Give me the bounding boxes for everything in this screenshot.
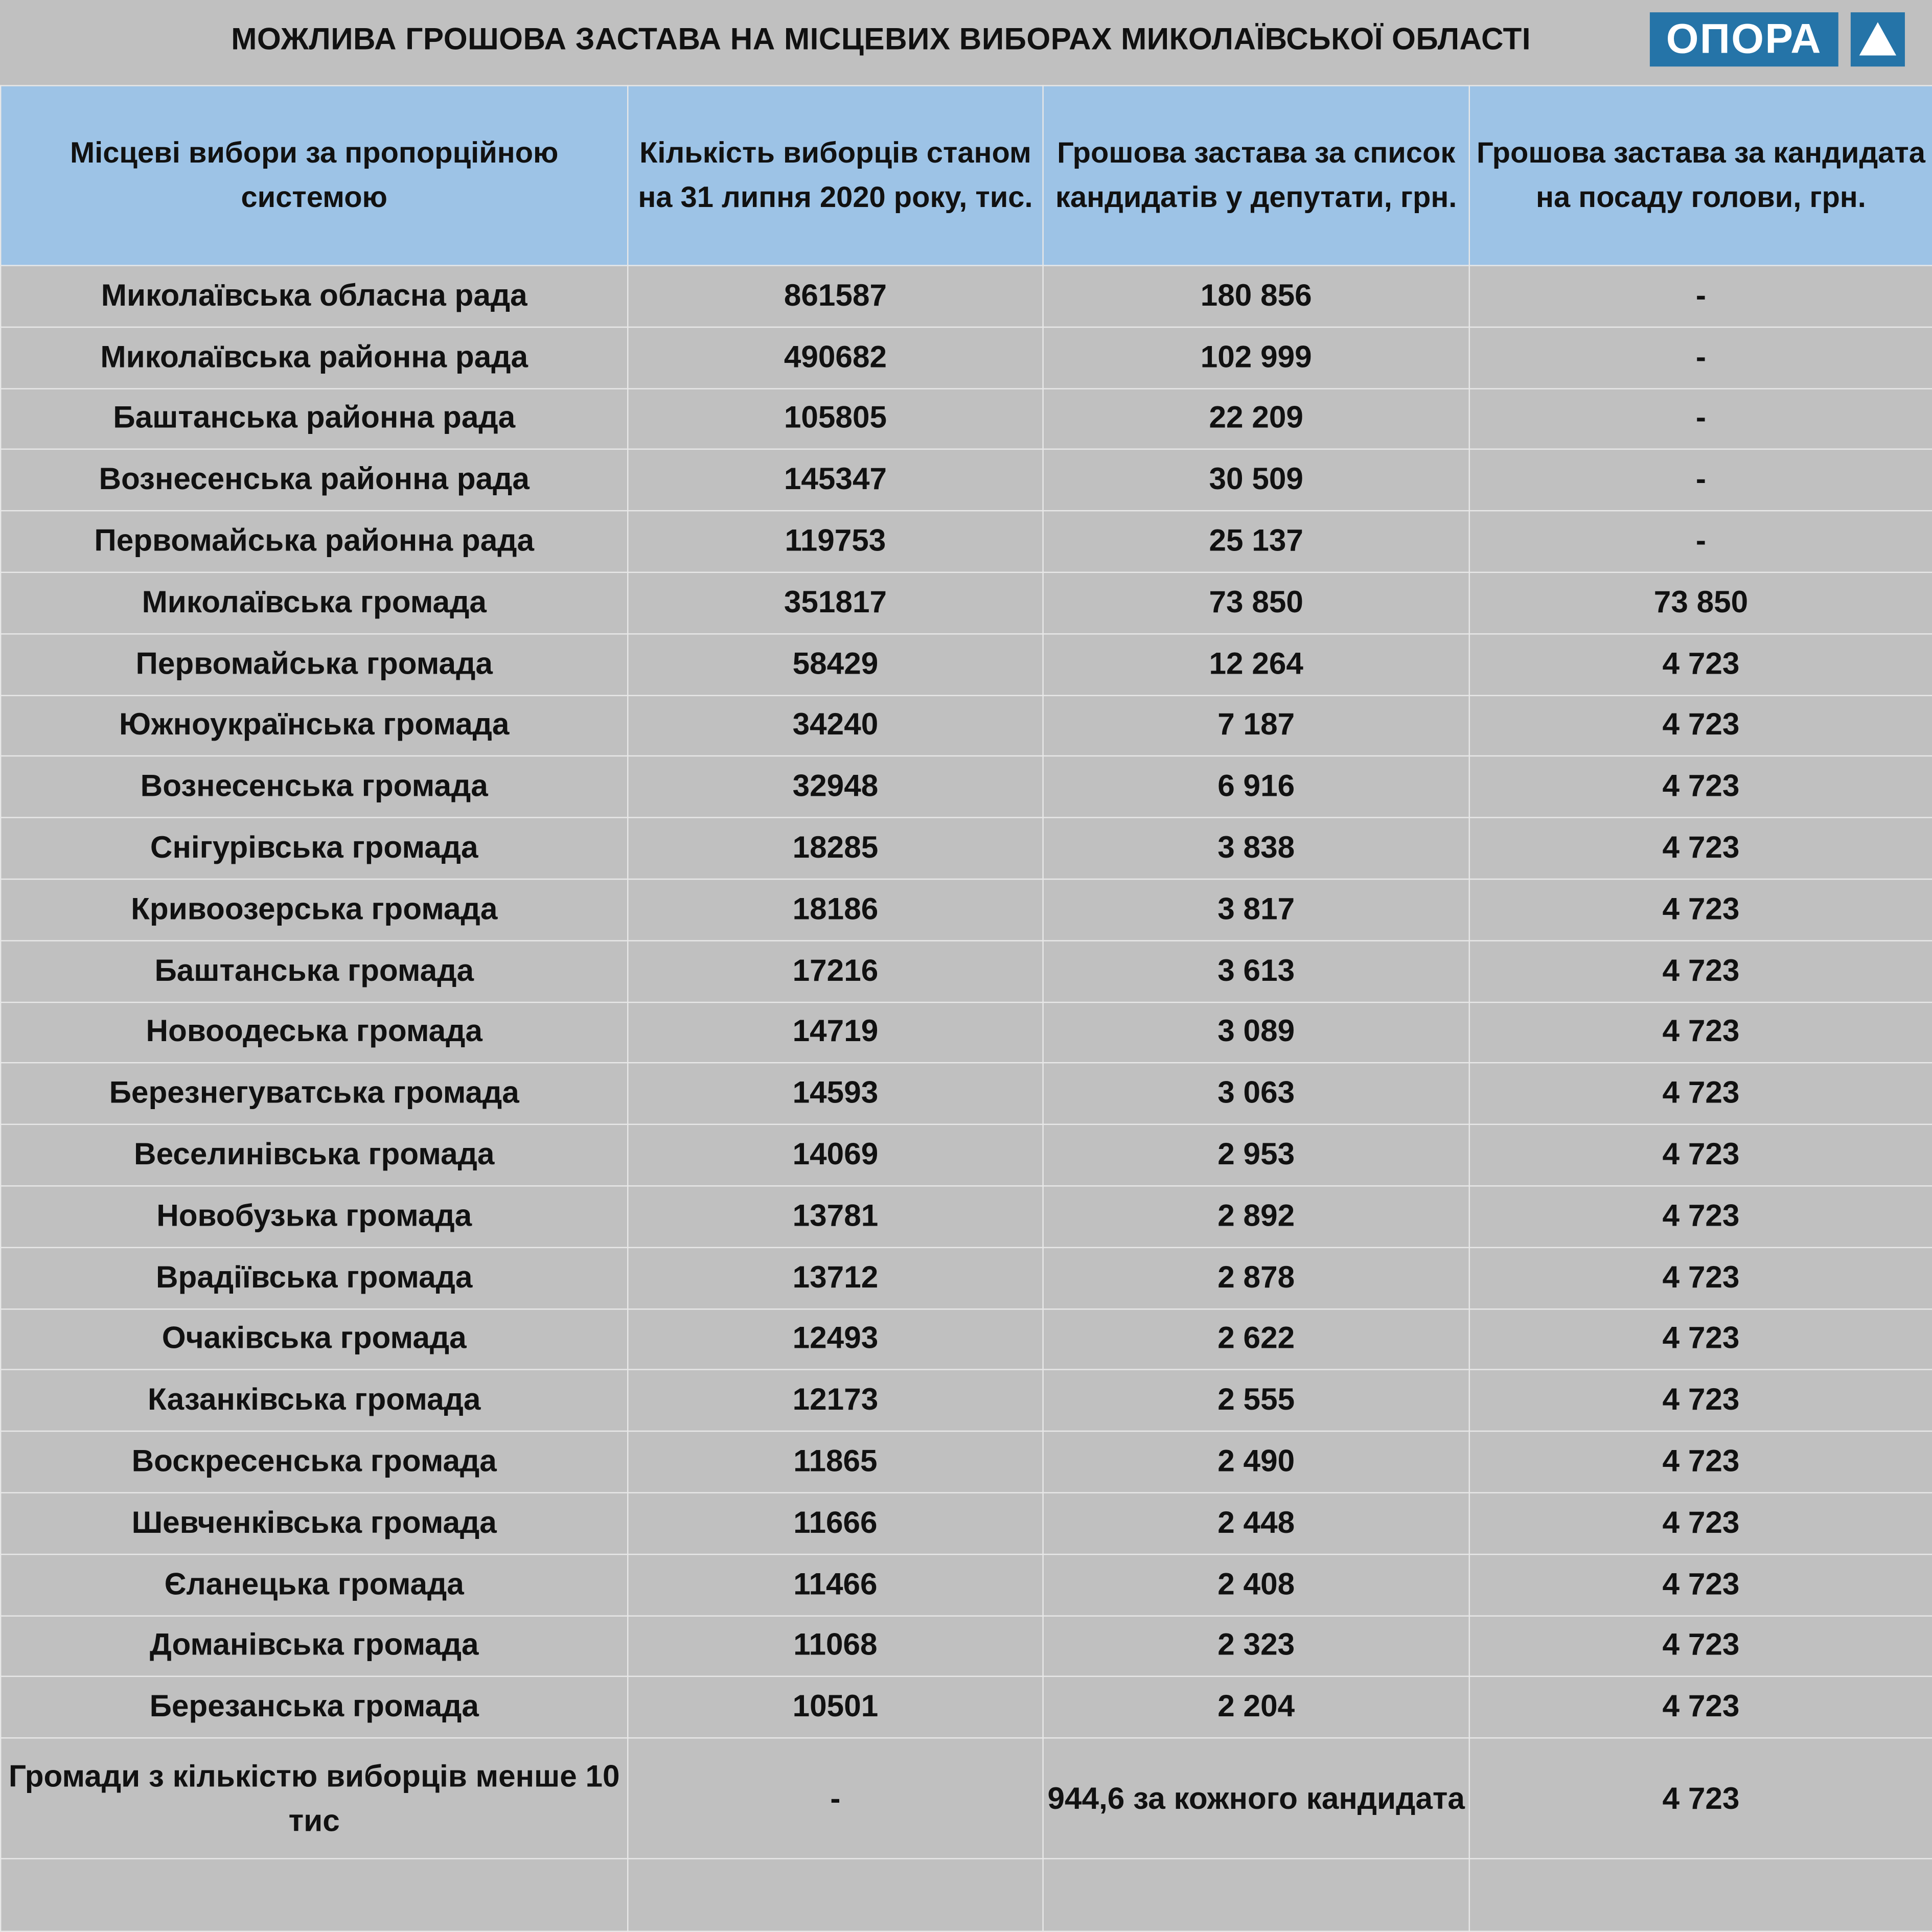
- table-cell: 18285: [628, 818, 1043, 879]
- table-cell: Шевченківська громада: [1, 1492, 628, 1554]
- table-cell: 490682: [628, 327, 1043, 388]
- table-cell: 58429: [628, 634, 1043, 695]
- table-cell: Баштанська районна рада: [1, 388, 628, 450]
- table-cell: 6 916: [1043, 756, 1469, 818]
- table-row: [1, 1738, 1932, 1859]
- table-cell: [628, 1859, 1043, 1931]
- table-cell: 18186: [628, 879, 1043, 940]
- table-cell: 2 323: [1043, 1616, 1469, 1677]
- triangle-logo-icon: [1851, 12, 1905, 66]
- table-cell: 861587: [628, 266, 1043, 327]
- table-cell: -: [628, 1738, 1043, 1859]
- table-cell: 12493: [628, 1308, 1043, 1370]
- table-cell: Баштанська громада: [1, 940, 628, 1002]
- table-row: [1, 1431, 1932, 1492]
- table-row: [1, 450, 1932, 511]
- table-cell: 4 723: [1469, 1616, 1932, 1677]
- table-cell: 14719: [628, 1002, 1043, 1063]
- table-row: [1, 1554, 1932, 1615]
- table-cell: 4 723: [1469, 1063, 1932, 1124]
- table-cell: 4 723: [1469, 1370, 1932, 1431]
- table-cell: Снігурівська громада: [1, 818, 628, 879]
- table-cell: 13712: [628, 1247, 1043, 1308]
- table-cell: Миколаївська районна рада: [1, 327, 628, 388]
- table-cell: 2 555: [1043, 1370, 1469, 1431]
- table-cell: 145347: [628, 450, 1043, 511]
- page-title: МОЖЛИВА ГРОШОВА ЗАСТАВА НА МІСЦЕВИХ ВИБОРАХ МИКОЛАЇВСЬКОЇ ОБЛАСТІ: [231, 22, 1531, 57]
- table-row: [1, 266, 1932, 327]
- table-cell: 11068: [628, 1616, 1043, 1677]
- table-cell: 11865: [628, 1431, 1043, 1492]
- table-cell: 2 448: [1043, 1492, 1469, 1554]
- table-cell: 7 187: [1043, 695, 1469, 756]
- table-cell: 17216: [628, 940, 1043, 1002]
- table-cell: 4 723: [1469, 1186, 1932, 1247]
- column-header: Місцеві вибори за пропорційною системою: [1, 86, 628, 266]
- table-header: [1, 86, 1932, 266]
- table-cell: [1469, 1859, 1932, 1931]
- table-row: [1, 1308, 1932, 1370]
- table-cell: Вознесенська громада: [1, 756, 628, 818]
- table-cell: 2 204: [1043, 1677, 1469, 1738]
- table-cell: 12 264: [1043, 634, 1469, 695]
- table-cell: Воскресенська громада: [1, 1431, 628, 1492]
- table-cell: -: [1469, 450, 1932, 511]
- table-cell: [1, 1859, 628, 1931]
- table-cell: 2 878: [1043, 1247, 1469, 1308]
- column-header: Грошова застава за кандидата на посаду голови, грн.: [1469, 86, 1932, 266]
- table-cell: 2 408: [1043, 1554, 1469, 1615]
- table-row: [1, 634, 1932, 695]
- table-row: [1, 940, 1932, 1002]
- table-row: [1, 1186, 1932, 1247]
- table-cell: Веселинівська громада: [1, 1124, 628, 1186]
- table-cell: 22 209: [1043, 388, 1469, 450]
- table-cell: -: [1469, 327, 1932, 388]
- table-cell: 4 723: [1469, 1247, 1932, 1308]
- deposit-table: [0, 85, 1932, 1932]
- table-cell: -: [1469, 511, 1932, 572]
- table-cell: 13781: [628, 1186, 1043, 1247]
- table-cell: Первомайська громада: [1, 634, 628, 695]
- table-cell: 4 723: [1469, 695, 1932, 756]
- table-cell: 4 723: [1469, 634, 1932, 695]
- table-cell: 12173: [628, 1370, 1043, 1431]
- table-row: [1, 756, 1932, 818]
- table-cell: Березанська громада: [1, 1677, 628, 1738]
- table-cell: 4 723: [1469, 818, 1932, 879]
- table-cell: 105805: [628, 388, 1043, 450]
- table-cell: 3 063: [1043, 1063, 1469, 1124]
- table-cell: Миколаївська громада: [1, 572, 628, 634]
- table-cell: Доманівська громада: [1, 1616, 628, 1677]
- table-cell: 2 892: [1043, 1186, 1469, 1247]
- table-cell: -: [1469, 388, 1932, 450]
- table-cell: 25 137: [1043, 511, 1469, 572]
- table-cell: 30 509: [1043, 450, 1469, 511]
- table-cell: 4 723: [1469, 1554, 1932, 1615]
- table-row: [1, 1002, 1932, 1063]
- table-cell: 32948: [628, 756, 1043, 818]
- table-cell: 4 723: [1469, 1738, 1932, 1859]
- table-row: [1, 511, 1932, 572]
- table-cell: Кривоозерська громада: [1, 879, 628, 940]
- table-cell: [1043, 1859, 1469, 1931]
- table-cell: 102 999: [1043, 327, 1469, 388]
- table-row: [1, 1370, 1932, 1431]
- table-cell: 14069: [628, 1124, 1043, 1186]
- table-cell: Вознесенська районна рада: [1, 450, 628, 511]
- table-cell: 4 723: [1469, 1492, 1932, 1554]
- table-row: [1, 1492, 1932, 1554]
- title-bar: [0, 0, 1932, 84]
- table-cell: 4 723: [1469, 1308, 1932, 1370]
- table-cell: 11466: [628, 1554, 1043, 1615]
- table-cell: 2 490: [1043, 1431, 1469, 1492]
- table-cell: Южноукраїнська громада: [1, 695, 628, 756]
- table-cell: Березнегуватська громада: [1, 1063, 628, 1124]
- table-cell: 3 838: [1043, 818, 1469, 879]
- table-row: [1, 327, 1932, 388]
- table-cell: 3 817: [1043, 879, 1469, 940]
- column-header: Грошова застава за список кандидатів у депутати, грн.: [1043, 86, 1469, 266]
- table-row: [1, 1124, 1932, 1186]
- table-cell: 73 850: [1469, 572, 1932, 634]
- table-row: [1, 1616, 1932, 1677]
- table-cell: 4 723: [1469, 1002, 1932, 1063]
- table-cell: Врадіївська громада: [1, 1247, 628, 1308]
- table-cell: Казанківська громада: [1, 1370, 628, 1431]
- table-cell: 73 850: [1043, 572, 1469, 634]
- table-cell: Новоодеська громада: [1, 1002, 628, 1063]
- table-cell: 4 723: [1469, 940, 1932, 1002]
- table-cell: 4 723: [1469, 1124, 1932, 1186]
- table-cell: Очаківська громада: [1, 1308, 628, 1370]
- table-cell: 4 723: [1469, 1431, 1932, 1492]
- table-row: [1, 1247, 1932, 1308]
- table-cell: 3 613: [1043, 940, 1469, 1002]
- table-row: [1, 695, 1932, 756]
- table-cell: 4 723: [1469, 1677, 1932, 1738]
- table-cell: 14593: [628, 1063, 1043, 1124]
- table-cell: 34240: [628, 695, 1043, 756]
- table-cell: Громади з кількістю виборців менше 10 тис: [1, 1738, 628, 1859]
- table-cell: 11666: [628, 1492, 1043, 1554]
- table-row: [1, 1063, 1932, 1124]
- table-cell: 10501: [628, 1677, 1043, 1738]
- opora-logo: ОПОРА: [1650, 12, 1838, 66]
- table-cell: Новобузька громада: [1, 1186, 628, 1247]
- table-cell: Єланецька громада: [1, 1554, 628, 1615]
- table-cell: 3 089: [1043, 1002, 1469, 1063]
- table-row: [1, 1677, 1932, 1738]
- table-cell: Первомайська районна рада: [1, 511, 628, 572]
- table-cell: Миколаївська обласна рада: [1, 266, 628, 327]
- table-cell: 2 622: [1043, 1308, 1469, 1370]
- column-header: Кількість виборців станом на 31 липня 2020 року, тис.: [628, 86, 1043, 266]
- table-row: [1, 572, 1932, 634]
- table-cell: 351817: [628, 572, 1043, 634]
- table-row: [1, 818, 1932, 879]
- table-cell: 944,6 за кожного кандидата: [1043, 1738, 1469, 1859]
- table-cell: -: [1469, 266, 1932, 327]
- table-row: [1, 879, 1932, 940]
- table-row: [1, 388, 1932, 450]
- table-row: [1, 1859, 1932, 1931]
- table-cell: 2 953: [1043, 1124, 1469, 1186]
- table-cell: 4 723: [1469, 879, 1932, 940]
- table-cell: 119753: [628, 511, 1043, 572]
- table-cell: 180 856: [1043, 266, 1469, 327]
- table-cell: 4 723: [1469, 756, 1932, 818]
